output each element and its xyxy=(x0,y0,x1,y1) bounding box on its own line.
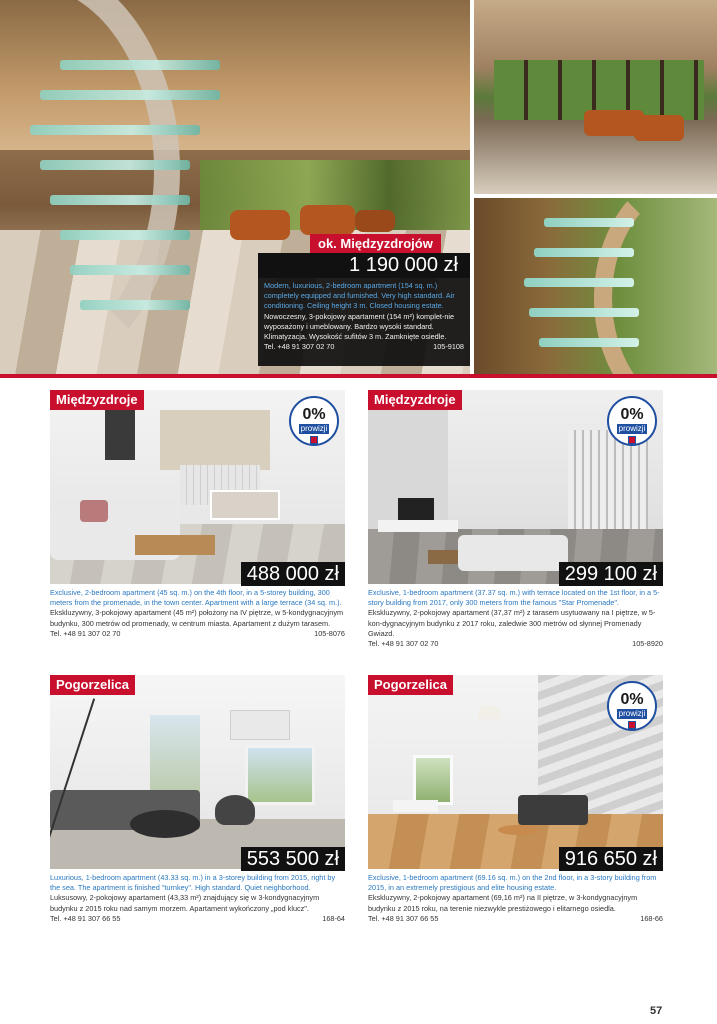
zero-commission-badge xyxy=(607,396,657,446)
badge-percent: 0% xyxy=(302,406,326,423)
listing-desc-pl: Ekskluzywny, 3-pokojowy apartament (45 m²) położony na IV piętrze, w 5-kondygnacyjnym budynku, 300 metrów od promenady, w centrum miasta. Apartament z dużym tarasem. xyxy=(50,608,344,628)
listing-photo xyxy=(50,675,345,869)
listing-ref: 105-8076 xyxy=(314,628,345,638)
hero-listing xyxy=(0,0,717,378)
listing-desc-pl: Ekskluzywny, 2-pokojowy apartament (69,16 m²) na II piętrze, w 3-kondygnacyjnym budynku z 2015 roku, na terenie niezwykle prestiżowego i elitarnego osiedla. xyxy=(368,893,638,913)
hero-location-label: ok. Międzyzdrojów xyxy=(310,234,441,254)
listing-location-label: Pogorzelica xyxy=(368,675,453,695)
listing-phone: Tel. +48 91 307 02 70 xyxy=(50,628,121,638)
listing-desc-pl: Luksusowy, 2-pokojowy apartament (43,33 m²) znajdujący się w 3-kondygnacyjnym budynku z 2015 roku nad samym morzem. Apartament wykończony „pod klucz". xyxy=(50,893,320,913)
listing-description xyxy=(50,588,345,639)
hero-ref: 105-9108 xyxy=(433,342,464,352)
listing-desc-en: Exclusive, 2-bedroom apartment (45 sq. m.) on the 4th floor, in a 5-storey building, 300 meters from the promenade, in the town center. Apartment with a large terrace (34 sq. m.). xyxy=(50,588,342,608)
listing-price: 553 500 zł xyxy=(241,847,345,871)
flag-icon xyxy=(310,436,318,444)
listing-location-label: Międzyzdroje xyxy=(50,390,144,410)
badge-percent: 0% xyxy=(620,406,644,423)
flag-icon xyxy=(628,436,636,444)
listing-phone: Tel. +48 91 307 66 55 xyxy=(368,913,439,923)
zero-commission-badge xyxy=(289,396,339,446)
listing-price: 299 100 zł xyxy=(559,562,663,586)
hero-desc-pl: Nowoczesny, 3-pokojowy apartament (154 m²) komplet-nie wyposażony i umeblowany. Bardzo wysoki standard. Klimatyzacja. Wysokość sufitów 3 m. Zamknięte osiedle. xyxy=(264,311,455,342)
hero-photo-living-room xyxy=(474,0,717,194)
hero-description xyxy=(258,278,470,366)
listing-ref: 168-66 xyxy=(640,913,663,923)
listing-location-label: Międzyzdroje xyxy=(368,390,462,410)
page-number: 57 xyxy=(650,1005,663,1017)
zero-commission-badge xyxy=(607,681,657,731)
listing-desc-en: Luxurious, 1-bedroom apartment (43.33 sq. m.) in a 3-storey building from 2015, right by the sea. The apartment is finished "turnkey". High standard. Quiet neighborhood. xyxy=(50,873,336,893)
listing-description xyxy=(368,873,663,924)
badge-word: prowizji xyxy=(618,424,646,433)
listing-ref: 105-8920 xyxy=(632,639,663,649)
hero-desc-en: Modern, luxurious, 2-bedroom apartment (154 sq. m.) completely equipped and furnished. Very high standard. Air conditioning. Ceiling height 3 m. Closed housing estate. xyxy=(264,281,455,311)
flag-icon xyxy=(628,721,636,729)
badge-word: prowizji xyxy=(618,709,646,718)
badge-word: prowizji xyxy=(300,424,328,433)
listing-phone: Tel. +48 91 307 02 70 xyxy=(368,639,439,649)
listing-description xyxy=(368,588,663,649)
listing-desc-en: Exclusive, 1-bedroom apartment (69.16 sq. m.) on the 2nd floor, in a 3-story building from 2015, in an extremely prestigious and elite housing estate. xyxy=(368,873,657,893)
listing-description xyxy=(50,873,345,924)
hero-phone: Tel. +48 91 307 02 70 xyxy=(264,342,335,352)
listing-ref: 168-64 xyxy=(322,913,345,923)
listing-price: 488 000 zł xyxy=(241,562,345,586)
badge-percent: 0% xyxy=(620,691,644,708)
hero-divider-line xyxy=(0,374,717,378)
listing-desc-pl: Ekskluzywny, 2-pokojowy apartament (37,37 m²) z tarasem usytuowany na I piętrze, w 5-kon-dygnacyjnym budynku z 2017 roku, zaledwie 300 metrów od słynnej Promenady Gwiazd. xyxy=(368,608,656,638)
listing-desc-en: Exclusive, 1-bedroom apartment (37.37 sq. m.) with terrace located on the 1st floor, in a 5-story building from 2017, only 300 meters from the famous "Star Promenade". xyxy=(368,588,660,608)
listing-location-label: Pogorzelica xyxy=(50,675,135,695)
hero-photo-staircase xyxy=(474,198,717,378)
listing-price: 916 650 zł xyxy=(559,847,663,871)
listing-phone: Tel. +48 91 307 66 55 xyxy=(50,913,121,923)
hero-price: 1 190 000 zł xyxy=(258,253,470,278)
